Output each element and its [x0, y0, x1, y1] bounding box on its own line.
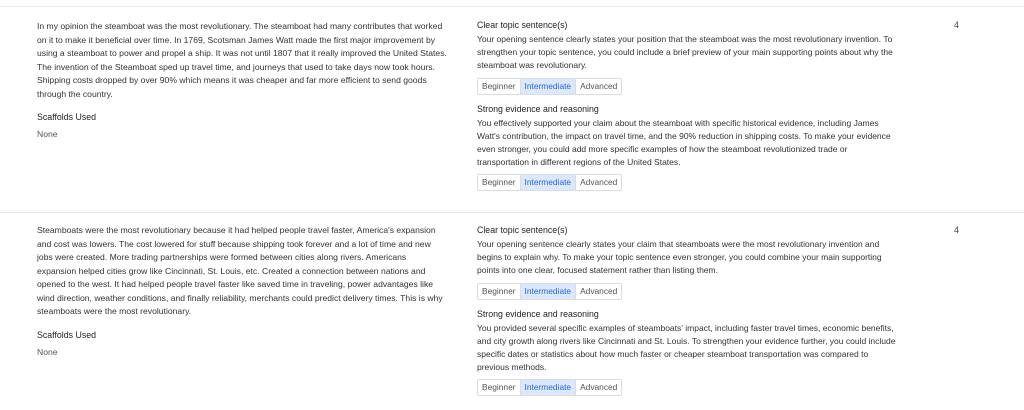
- level-advanced-button[interactable]: Advanced: [576, 380, 621, 395]
- top-divider: [0, 6, 1024, 7]
- criterion-topic-sentence: [477, 224, 897, 300]
- level-advanced-button[interactable]: Advanced: [576, 284, 621, 299]
- level-intermediate-button[interactable]: Intermediate: [521, 175, 577, 190]
- row-divider: [0, 212, 1024, 213]
- student-response-text: In my opinion the steamboat was the most revolutionary. The steamboat had many contributes that worked on it to make it beneficial over time. In 1769, Scotsman James Watt made the first major improvement by using a steamboat to power and propel a ship. It was not until 1807 that it really improved the United States. The invention of the Steamboat sped up travel time, and journeys that used to take days now took hours. Shipping costs dropped by over 90% which means it was cheaper and far more efficient to send goods through the country.: [37, 21, 447, 99]
- level-advanced-button[interactable]: Advanced: [576, 175, 621, 190]
- criterion-title: Strong evidence and reasoning: [477, 103, 599, 114]
- score-value: 4: [954, 225, 960, 235]
- scaffolds-used-label: Scaffolds Used: [37, 330, 97, 340]
- level-intermediate-button[interactable]: Intermediate: [521, 380, 577, 395]
- level-intermediate-button[interactable]: Intermediate: [521, 284, 577, 299]
- level-selector: [477, 379, 622, 396]
- criterion-topic-sentence: [477, 19, 897, 95]
- criterion-title: Clear topic sentence(s): [477, 225, 568, 235]
- criterion-feedback: You effectively supported your claim about the steamboat with specific historical evidence, including James Watt's contribution, the impact on travel time, and the 90% reduction in shipping costs. To make your evidence even stronger, you could add more specific examples of how the steamboat revolutionized trade or transportation in different regions of the United States.: [477, 117, 891, 168]
- criterion-feedback: Your opening sentence clearly states your position that the steamboat was the most revolutionary invention. To strengthen your topic sentence, you could include a brief preview of your main supporting points about why the steamboat was revolutionary.: [477, 34, 893, 71]
- level-beginner-button[interactable]: Beginner: [478, 284, 521, 299]
- rubric-feedback: [477, 19, 897, 199]
- level-beginner-button[interactable]: Beginner: [478, 79, 521, 94]
- level-intermediate-button[interactable]: Intermediate: [521, 79, 577, 94]
- response-row: [0, 222, 1024, 410]
- level-advanced-button[interactable]: Advanced: [576, 79, 621, 94]
- score-value: 4: [954, 20, 960, 30]
- criterion-evidence-reasoning: [477, 103, 897, 192]
- scaffolds-used-label: Scaffolds Used: [37, 112, 97, 122]
- criterion-feedback: You provided several specific examples of steamboats' impact, including faster travel times, economic benefits, and city growth along rivers like Cincinnati and St. Louis. To strengthen your evidence further, you could include specific dates or statistics about how much faster or cheaper steamboat transportation was compared to previous methods.: [477, 322, 896, 373]
- response-row: [0, 14, 1024, 210]
- student-response-text: Steamboats were the most revolutionary because it had helped people travel faster, America's expansion and cost was lowers. The cost lowered for stuff because shipping took forever and a lot of time and new jobs were created. More trading partnerships were formed between cities along rivers. Americans expansion helped cities grow like Cincinnati, St. Louis, etc. Created a connection between nations and opened to the west. It had helped people travel faster like saved time in traveling, power advantages like wind direction, weather conditions, and finally reliability, merchants could predict delivery times. This is why steamboats were the most revolutionary.: [37, 225, 443, 316]
- criterion-title: Clear topic sentence(s): [477, 20, 568, 30]
- level-beginner-button[interactable]: Beginner: [478, 175, 521, 190]
- level-selector: [477, 78, 622, 95]
- level-beginner-button[interactable]: Beginner: [478, 380, 521, 395]
- criterion-title: Strong evidence and reasoning: [477, 308, 599, 319]
- criterion-feedback: Your opening sentence clearly states your claim that steamboats were the most revolutionary invention and begins to explain why. To make your topic sentence even stronger, you could combine your main supporting points into one clear, focused statement rather than listing them.: [477, 239, 882, 276]
- rubric-feedback: [477, 224, 897, 404]
- scaffolds-used-value: None: [37, 129, 58, 139]
- scaffolds-used-value: None: [37, 347, 58, 357]
- criterion-evidence-reasoning: [477, 308, 897, 397]
- level-selector: [477, 283, 622, 300]
- level-selector: [477, 174, 622, 191]
